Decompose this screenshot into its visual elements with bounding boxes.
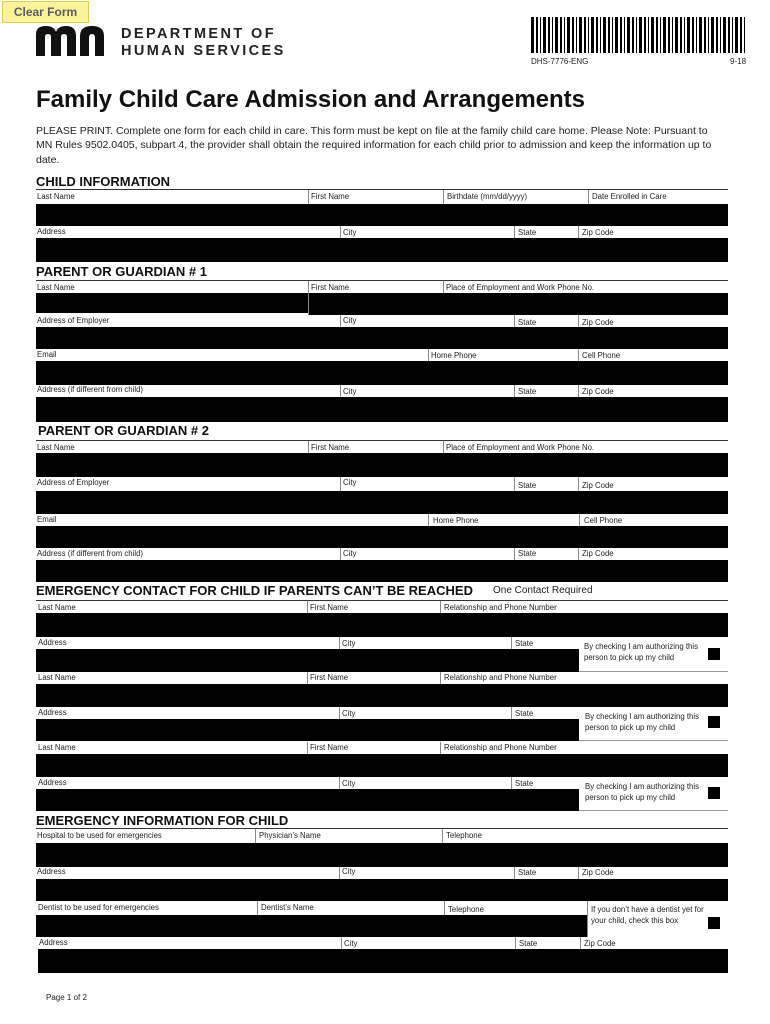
field-divider xyxy=(257,901,258,915)
field-divider xyxy=(307,672,308,684)
contact3-city-label: City xyxy=(342,779,356,788)
field-divider xyxy=(340,477,341,491)
field-divider xyxy=(307,601,308,613)
field-divider xyxy=(579,810,728,811)
section-divider xyxy=(36,189,728,190)
dentist-row-input[interactable] xyxy=(36,915,587,937)
field-divider xyxy=(442,829,443,843)
parent2-name-row-input[interactable] xyxy=(36,453,728,477)
contact2-address-row-input[interactable] xyxy=(36,719,579,741)
parent2-zip2-label: Zip Code xyxy=(582,549,614,558)
parent1-cell-phone-label: Cell Phone xyxy=(582,351,621,360)
parent1-employer-address-label: Address of Employer xyxy=(37,316,110,325)
contact2-state-label: State xyxy=(515,709,534,718)
field-divider xyxy=(514,867,515,879)
dentist-address-input[interactable] xyxy=(38,949,728,973)
contact1-authorize-label: By checking I am authorizing this person to pick up my child xyxy=(584,642,698,662)
field-divider xyxy=(579,671,728,672)
field-divider xyxy=(341,937,342,949)
agency-line-2: HUMAN SERVICES xyxy=(121,43,286,59)
section-parent-2: PARENT OR GUARDIAN # 2 xyxy=(38,423,209,438)
parent1-city-label: City xyxy=(343,316,357,325)
contact3-authorize-label: By checking I am authorizing this person to pick up my child xyxy=(585,782,699,802)
contact2-authorize-label: By checking I am authorizing this person to pick up my child xyxy=(585,712,699,732)
section-parent-1: PARENT OR GUARDIAN # 1 xyxy=(36,264,207,279)
field-divider xyxy=(440,672,441,684)
parent2-state2-label: State xyxy=(518,549,537,558)
field-divider xyxy=(440,601,441,613)
field-divider xyxy=(443,281,444,293)
contact2-relationship-label: Relationship and Phone Number xyxy=(444,673,557,682)
contact2-name-row-input[interactable] xyxy=(36,684,728,707)
intro-text: PLEASE PRINT. Complete one form for each child in care. This form must be kept on file at the family child care home. Please Note: Pursuant to MN Rules 9502.0405, subpart 4, the provider shall obtain the required information for each child prior to admission and keep the information up to date. xyxy=(36,125,712,166)
contact2-last-name-label: Last Name xyxy=(38,673,76,682)
field-divider xyxy=(255,829,256,843)
contact3-address-row-input[interactable] xyxy=(36,789,579,811)
contact3-address-label: Address xyxy=(38,778,67,787)
page-number: Page 1 of 2 xyxy=(46,993,87,1002)
child-address-row-input[interactable] xyxy=(36,238,728,262)
contact1-name-row-input[interactable] xyxy=(36,613,728,637)
contact2-city-label: City xyxy=(342,709,356,718)
agency-line-1: DEPARTMENT OF xyxy=(121,26,276,42)
contact3-last-name-label: Last Name xyxy=(38,743,76,752)
section-divider xyxy=(36,600,728,601)
contact1-address-label: Address xyxy=(38,638,67,647)
field-divider xyxy=(443,190,444,204)
clear-form-button[interactable]: Clear Form xyxy=(2,1,89,23)
dentist-zip-label: Zip Code xyxy=(584,939,616,948)
parent2-first-name-label: First Name xyxy=(311,443,350,452)
field-divider xyxy=(340,226,341,238)
contact1-state-label: State xyxy=(515,639,534,648)
field-divider xyxy=(444,901,445,915)
contact1-city-label: City xyxy=(342,639,356,648)
hospital-zip-label: Zip Code xyxy=(582,868,614,877)
field-divider xyxy=(339,707,340,719)
field-divider xyxy=(308,190,309,204)
form-revision: 9-18 xyxy=(730,57,747,66)
field-divider xyxy=(588,190,589,204)
field-divider xyxy=(511,777,512,789)
contact1-address-row-input[interactable] xyxy=(36,649,579,672)
contact3-name-row-input[interactable] xyxy=(36,754,728,777)
parent1-alt-address-label: Address (if different from child) xyxy=(37,385,144,394)
parent2-employer-address-input[interactable] xyxy=(36,491,728,514)
contact1-first-name-label: First Name xyxy=(310,603,349,612)
field-divider xyxy=(578,349,579,361)
field-divider xyxy=(514,548,515,560)
field-divider xyxy=(340,385,341,397)
field-divider xyxy=(428,349,429,361)
parent2-alt-address-label: Address (if different from child) xyxy=(37,549,144,558)
parent1-employment-label: Place of Employment and Work Phone No. xyxy=(446,283,595,292)
field-divider xyxy=(579,740,728,741)
parent2-state-label: State xyxy=(518,481,537,490)
contact3-relationship-label: Relationship and Phone Number xyxy=(444,743,557,752)
section-child-information: CHILD INFORMATION xyxy=(36,174,171,189)
field-divider xyxy=(578,385,579,397)
contact2-authorize-checkbox[interactable] xyxy=(708,716,720,728)
parent2-employer-address-label: Address of Employer xyxy=(37,478,110,487)
mn-logo-icon xyxy=(36,26,114,56)
field-divider xyxy=(340,548,341,560)
section-divider xyxy=(36,828,728,829)
contact1-relationship-label: Relationship and Phone Number xyxy=(444,603,557,612)
parent2-zip-label: Zip Code xyxy=(582,481,614,490)
section-divider xyxy=(36,440,728,441)
field-divider xyxy=(515,937,516,949)
no-dentist-checkbox[interactable] xyxy=(708,917,720,929)
field-divider xyxy=(511,707,512,719)
parent1-zip2-label: Zip Code xyxy=(582,387,614,396)
contact2-address-label: Address xyxy=(38,708,67,717)
one-contact-required-note: One Contact Required xyxy=(493,585,593,596)
dentist-address-label: Address xyxy=(39,938,68,947)
field-divider xyxy=(580,937,581,949)
parent2-home-phone-label: Home Phone xyxy=(433,516,479,525)
parent1-alt-address-input[interactable] xyxy=(36,397,728,422)
hospital-row-input[interactable] xyxy=(36,843,728,867)
field-divider xyxy=(511,637,512,649)
parent2-employment-label: Place of Employment and Work Phone No. xyxy=(446,443,595,452)
parent1-state2-label: State xyxy=(518,387,537,396)
field-divider xyxy=(340,315,341,327)
parent2-alt-address-input[interactable] xyxy=(36,560,728,582)
field-divider xyxy=(308,441,309,453)
no-dentist-label: If you don’t have a dentist yet for your child, check this box xyxy=(591,905,704,925)
field-divider xyxy=(440,742,441,754)
contact1-last-name-label: Last Name xyxy=(38,603,76,612)
field-divider xyxy=(514,477,515,491)
child-date-enrolled-label: Date Enrolled in Care xyxy=(592,192,667,201)
field-divider xyxy=(339,777,340,789)
field-divider xyxy=(514,385,515,397)
parent1-contact-row-input[interactable] xyxy=(36,361,728,385)
dentist-city-label: City xyxy=(344,939,358,948)
field-divider xyxy=(339,867,340,879)
child-address-label: Address xyxy=(37,227,66,236)
parent2-city2-label: City xyxy=(343,549,357,558)
child-city-label: City xyxy=(343,228,357,237)
field-divider xyxy=(514,226,515,238)
field-divider xyxy=(443,441,444,453)
agency-name xyxy=(121,26,286,60)
parent1-city2-label: City xyxy=(343,387,357,396)
field-divider xyxy=(339,637,340,649)
field-divider xyxy=(578,548,579,560)
parent2-last-name-label: Last Name xyxy=(37,443,75,452)
field-divider xyxy=(578,315,579,327)
field-divider xyxy=(307,742,308,754)
barcode-icon xyxy=(531,17,747,53)
child-name-row-input[interactable] xyxy=(36,204,728,226)
dentist-label: Dentist to be used for emergencies xyxy=(38,903,159,912)
contact2-first-name-label: First Name xyxy=(310,673,349,682)
contact3-authorize-checkbox[interactable] xyxy=(708,787,720,799)
hospital-address-input[interactable] xyxy=(36,879,728,901)
field-divider xyxy=(578,477,579,491)
field-divider xyxy=(578,867,579,879)
physician-label: Physician’s Name xyxy=(259,831,321,840)
field-divider xyxy=(579,514,580,526)
parent1-last-name-label: Last Name xyxy=(37,283,75,292)
parent1-last-name-input[interactable] xyxy=(36,293,308,313)
contact3-state-label: State xyxy=(515,779,534,788)
child-state-label: State xyxy=(518,228,537,237)
child-last-name-label: Last Name xyxy=(37,192,75,201)
contact3-first-name-label: First Name xyxy=(310,743,349,752)
hospital-city-label: City xyxy=(342,867,356,876)
parent1-first-name-employment-input[interactable] xyxy=(309,293,728,315)
parent1-first-name-label: First Name xyxy=(311,283,350,292)
field-divider xyxy=(428,514,429,526)
hospital-label: Hospital to be used for emergencies xyxy=(37,831,162,840)
section-emergency-contact: EMERGENCY CONTACT FOR CHILD IF PARENTS CAN’T BE REACHED xyxy=(36,583,473,598)
section-divider xyxy=(36,280,728,281)
field-divider xyxy=(578,226,579,238)
parent2-email-label: Email xyxy=(37,515,57,524)
parent1-home-phone-label: Home Phone xyxy=(431,351,477,360)
parent2-contact-row-input[interactable] xyxy=(36,526,728,548)
parent2-cell-phone-label: Cell Phone xyxy=(584,516,623,525)
child-zip-label: Zip Code xyxy=(582,228,614,237)
hospital-state-label: State xyxy=(518,868,537,877)
form-number: DHS-7776-ENG xyxy=(531,57,589,66)
hospital-address-label: Address xyxy=(37,867,66,876)
parent2-city-label: City xyxy=(343,478,357,487)
field-divider xyxy=(587,901,588,937)
page-title: Family Child Care Admission and Arrangements xyxy=(36,86,586,113)
parent1-employer-address-input[interactable] xyxy=(36,327,728,349)
section-emergency-information: EMERGENCY INFORMATION FOR CHILD xyxy=(36,813,289,828)
child-birthdate-label: Birthdate (mm/dd/yyyy) xyxy=(447,192,528,201)
parent1-email-label: Email xyxy=(37,350,57,359)
child-first-name-label: First Name xyxy=(311,192,350,201)
dentist-name-label: Dentist’s Name xyxy=(261,903,314,912)
dentist-state-label: State xyxy=(519,939,538,948)
dentist-telephone-label: Telephone xyxy=(448,905,484,914)
parent1-zip-label: Zip Code xyxy=(582,318,614,327)
field-divider xyxy=(514,315,515,327)
contact1-authorize-checkbox[interactable] xyxy=(708,648,720,660)
physician-telephone-label: Telephone xyxy=(446,831,482,840)
parent1-state-label: State xyxy=(518,318,537,327)
